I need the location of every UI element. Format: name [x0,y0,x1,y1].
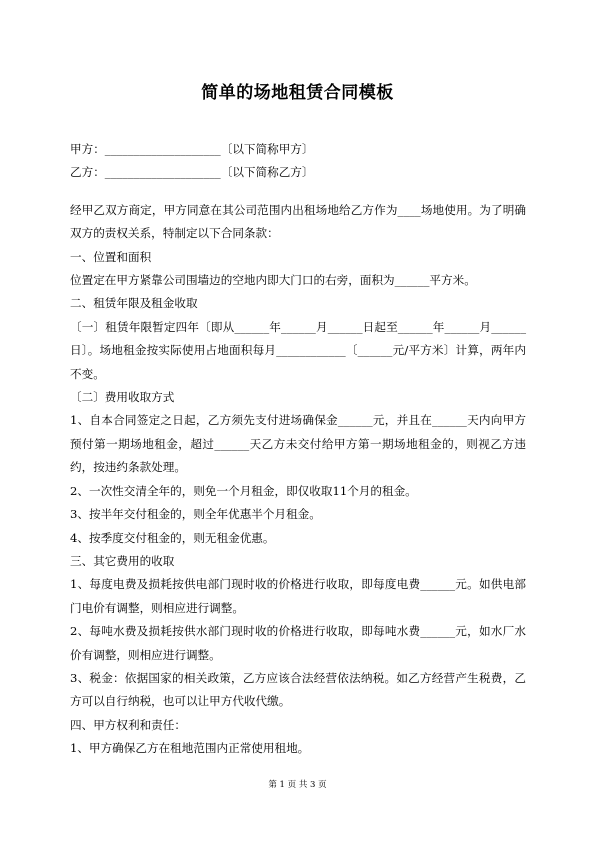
intro-paragraph: 经甲乙双方商定，甲方同意在其公司范围内出租场地给乙方作为____场地使用。为了明确双方的责权关系，特制定以下合同条款： [70,202,526,241]
page-number-footer: 第 1 页 共 3 页 [268,780,327,790]
section-4-heading: 四、甲方权利和责任： [70,717,186,732]
document-title: 简单的场地租赁合同模板 [201,83,394,103]
section-2-item-3: 3、按半年交付租金的，则全年优惠半个月租金。 [70,507,321,522]
section-3-item-1: 1、每度电费及损耗按供电部门现时收的价格进行收取，即每度电费______元。如供电部门电价有调整，则相应进行调整。 [70,577,526,615]
section-1-heading: 一、位置和面积 [70,249,152,264]
section-2-item-1: 1、自本合同签定之日起，乙方须先支付进场确保金______元，并且在______天内向甲方预付第一期场地租金，超过______天乙方未交付给甲方第一期场地租金的，则视乙方违约，按违约条款处理。 [70,413,526,475]
party-a-line: 甲方：____________________〔以下简称甲方〕 [70,142,314,156]
section-2-heading: 二、租赁年限及租金收取 [70,296,198,311]
section-3-item-3: 3、税金：依据国家的相关政策，乙方应该合法经营依法纳税。如乙方经营产生税费，乙方可以自行纳税，也可以让甲方代收代缴。 [70,670,526,709]
party-b-line: 乙方：____________________〔以下简称乙方〕 [70,165,314,180]
section-1-text: 位置定在甲方紧靠公司围墙边的空地内即大门口的右旁，面积为______平方米。 [70,273,476,288]
section-2-lease-term: 〔一〕租赁年限暂定四年〔即从______年______月______日起至______年______月______日〕。场地租金按实际使用占地面积每月____________〔______元/平方米〕计算，两年内不变。 [70,319,526,381]
section-3-heading: 三、其它费用的收取 [70,553,175,568]
section-4-item-1: 1、甲方确保乙方在租地范围内正常使用租地。 [70,741,310,756]
spacer [70,185,526,199]
section-3-item-2: 2、每吨水费及损耗按供水部门现时收的价格进行收取，即每吨水费______元，如水厂水价有调整，则相应进行调整。 [70,624,526,662]
document-body [70,138,526,761]
section-2-item-4: 4、按季度交付租金的，则无租金优惠。 [70,530,275,545]
section-2-subheading-fees: 〔二〕费用收取方式 [70,390,175,405]
section-2-item-2: 2、一次性交清全年的，则免一个月租金，即仅收取11个月的租金。 [70,483,417,498]
